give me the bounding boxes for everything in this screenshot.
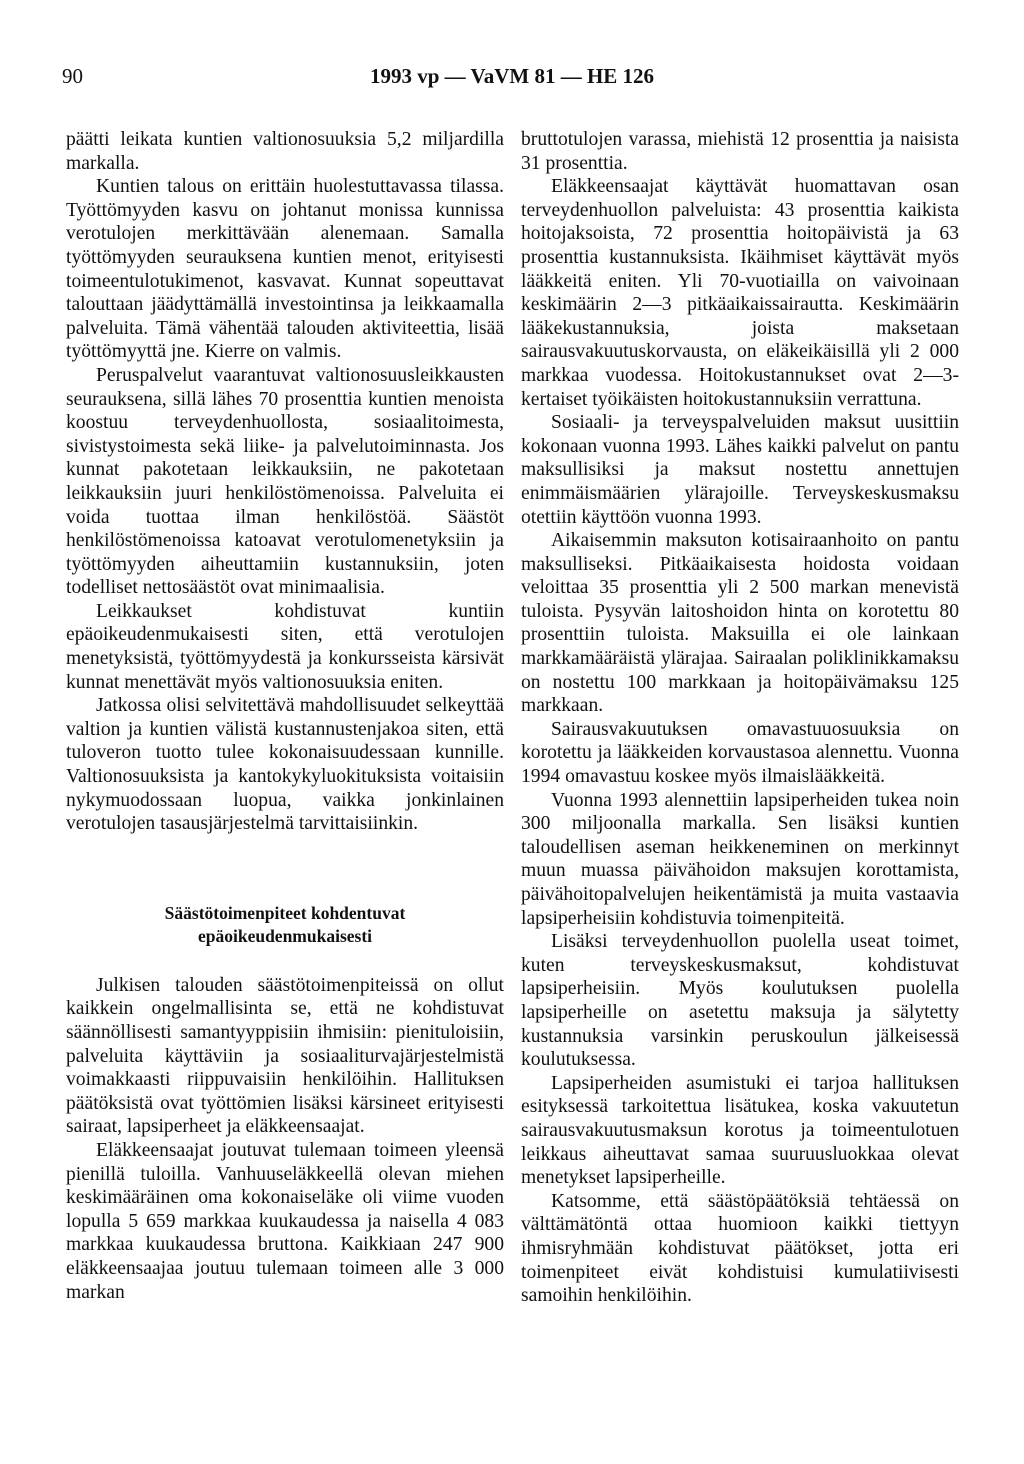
paragraph: bruttotulojen varassa, miehistä 12 prosenttia ja naisista 31 prosenttia. (521, 129, 959, 174)
paragraph: päätti leikata kuntien valtionosuuksia 5,2 miljardilla markalla. (66, 129, 504, 174)
paragraph: Jatkossa olisi selvitettävä mahdollisuudet selkeyttää valtion ja kuntien välistä kustannustenjakoa siten, että tuloveron tuotto tulee kokonaisuudessaan kunnille. Valtionosuuksista ja kantokykyluokituksista voitaisiin nykymuodossaan luopua, vaikka jonkinlainen verotulojen tasausjärjestelmä tarvittaisiinkin. (66, 695, 504, 835)
page-header (62, 64, 962, 98)
left-column (66, 128, 504, 1304)
paragraph: Sairausvakuutuksen omavastuuosuuksia on korotettu ja lääkkeiden korvaustasoa alennettu. Vuonna 1994 omavastuu koskee myös ilmaislääkkeitä. (521, 718, 959, 788)
paragraph: Julkisen talouden säästötoimenpiteissä on ollut kaikkein ongelmallisinta se, että ne kohdistuvat säännöllisesti samantyyppisiin ihmisiin: pienituloisiin, palveluita käyttäviin ja sosiaaliturvajärjestelmistä voimakkaasti riippuvaisiin henkilöihin. Hallituksen päätöksistä ovat työttömien lisäksi kärsineet erityisesti sairaat, lapsiperheet ja eläkkeensaajat. (66, 974, 504, 1138)
paragraph: Sosiaali- ja terveyspalveluiden maksut uusittiin kokonaan vuonna 1993. Lähes kaikki palvelut on pantu maksullisiksi ja maksut nostettu annettujen enimmäismäärien ylärajoille. Terveyskeskusmaksu otettiin käyttöön vuonna 1993. (521, 412, 959, 528)
paragraph: Aikaisemmin maksuton kotisairaanhoito on pantu maksulliseksi. Pitkäaikaisesta hoidosta voidaan veloittaa 35 prosenttia yli 2 500 markan menevistä tuloista. Pysyvän laitoshoidon hinta on korotettu 80 prosenttiin tuloista. Maksuilla ei ole lainkaan markkamääräistä ylärajaa. Sairaalan poliklinikkamaksu on nostettu 100 markkaan ja hoitopäivämaksu 125 markkaan. (521, 530, 959, 717)
right-column (521, 128, 959, 1308)
paragraph: Leikkaukset kohdistuvat kuntiin epäoikeudenmukaisesti siten, että verotulojen menetyksistä, työttömyydestä ja konkursseista kärsivät kunnat menettävät myös valtionosuuksia eniten. (66, 600, 504, 693)
paragraph: Peruspalvelut vaarantuvat valtionosuusleikkausten seurauksena, sillä lähes 70 prosenttia kuntien menoista koostuu terveydenhuollosta, sosiaalitoimesta, sivistystoimesta sekä liike- ja palvelutoiminnasta. Jos kunnat pakotetaan leikkauksiin, ne pakotetaan leikkauksiin juuri henkilöstömenoissa. Palveluita ei voida tuottaa ilman henkilöstöä. Säästöt henkilöstömenoissa katoavat verotulomenetyksiin ja työttömyyden aiheuttamiin kustannuksiin, joten todelliset nettosäästöt ovat minimaalisia. (66, 364, 504, 599)
running-head: 1993 vp — VaVM 81 — HE 126 (369, 64, 655, 88)
paragraph: Eläkkeensaajat käyttävät huomattavan osan terveydenhuollon palveluista: 43 prosenttia kaikista hoitojaksoista, 72 prosenttia hoitopäivistä ja 63 prosenttia kustannuksista. Ikäihmiset käyttävät myös lääkkeitä eniten. Yli 70-vuotiailla on vaivoinaan keskimäärin 2—3 pitkäaikaissairautta. Keskimäärin lääkekustannuksia, joista maksetaan sairausvakuutuskorvausta, on eläkeikäisillä yli 2 000 markkaa vuodessa. Hoitokustannukset ovat 2—3-kertaiset työikäisten hoitokustannuksiin verrattuna. (521, 176, 959, 410)
paragraph: Kuntien talous on erittäin huolestuttavassa tilassa. Työttömyyden kasvu on johtanut monissa kunnissa verotulojen merkittävään alenemaan. Samalla työttömyyden seurauksena kuntien menot, erityisesti toimeentulotukimenot, kasvavat. Kunnat sopeuttavat talouttaan jäädyttämällä investointinsa ja leikkaamalla palveluita. Tämä vähentää talouden aktiviteettia, lisää työttömyyttä jne. Kierre on valmis. (66, 176, 504, 363)
page-number: 90 (62, 64, 83, 88)
paragraph: Vuonna 1993 alennettiin lapsiperheiden tukea noin 300 miljoonalla markalla. Sen lisäksi kuntien taloudellisen aseman heikkeneminen on merkinnyt muun muassa päivähoidon maksujen korottamista, päivähoitopalvelujen heikentämistä ja muita vastaavia lapsiperheisiin kohdistuvia toimenpiteitä. (521, 789, 959, 929)
section-heading: Säästötoimenpiteet kohdentuvat epäoikeudenmukaisesti (164, 902, 406, 946)
paragraph: Lisäksi terveydenhuollon puolella useat toimet, kuten terveyskeskusmaksut, kohdistuvat lapsiperheisiin. Myös koulutuksen puolella lapsiperheille on asetettu maksuja ja sälytetty kustannuksia varsinkin peruskoulun jälkeisessä koulutuksessa. (521, 931, 959, 1071)
paragraph: Eläkkeensaajat joutuvat tulemaan toimeen yleensä pienillä tuloilla. Vanhuuseläkkeellä olevan miehen keskimääräinen oma kokonaiseläke oli viime vuoden lopulla 5 659 markkaa kuukaudessa ja naisella 4 083 markkaa kuukaudessa bruttona. Kaikkiaan 247 900 eläkkeensaajaa joutuu tulemaan toimeen alle 3 000 markan (66, 1139, 504, 1303)
paragraph: Lapsiperheiden asumistuki ei tarjoa hallituksen esityksessä tarkoitettua lisätukea, koska vakuutetun sairausvakuutusmaksun korotus ja toimeentulotuen leikkaus aiheuttavat samaa suuruusluokkaa olevat menetykset lapsiperheille. (521, 1072, 959, 1189)
paragraph: Katsomme, että säästöpäätöksiä tehtäessä on välttämätöntä ottaa huomioon kaikki tiettyyn ihmisryhmään kohdistuvat päätökset, jotta eri toimenpiteet eivät kohdistuisi kumulatiivisesti samoihin henkilöihin. (521, 1190, 959, 1307)
